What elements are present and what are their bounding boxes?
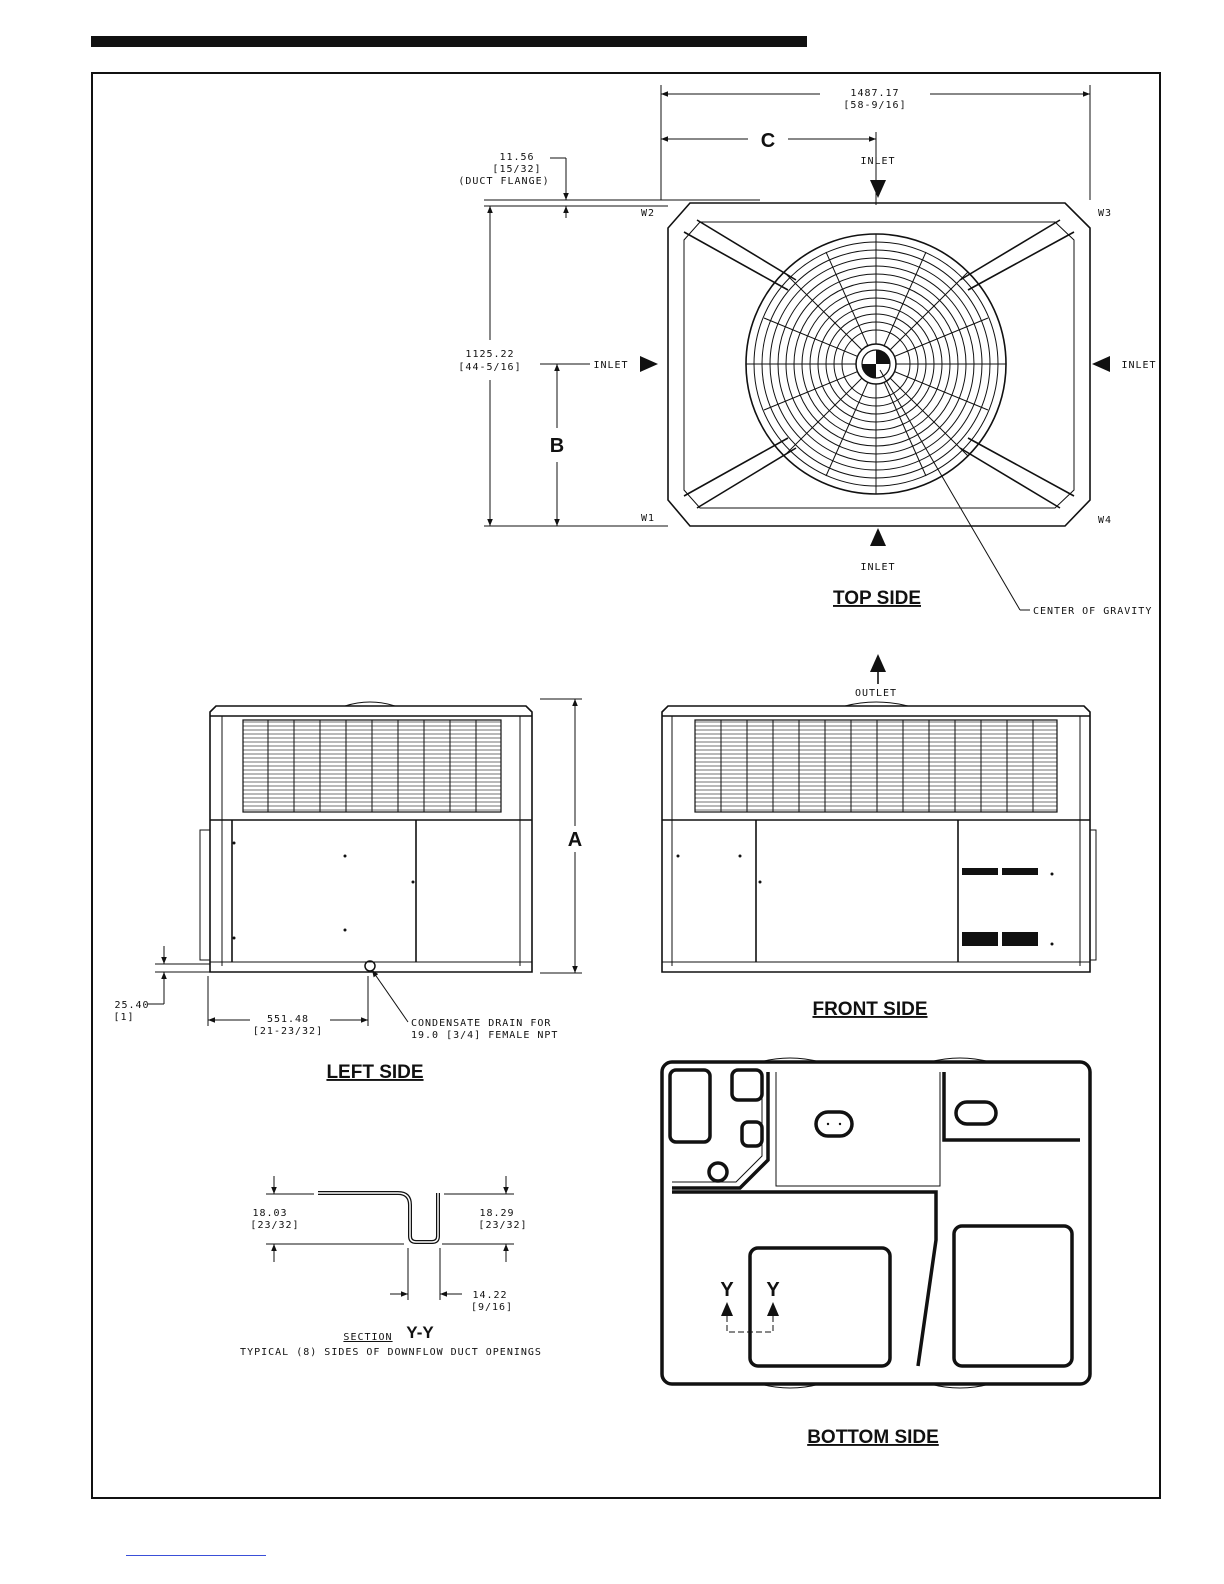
corner-w3: W3 — [1098, 208, 1113, 219]
condensate-label-2: 19.0 [3/4] FEMALE NPT — [411, 1030, 559, 1041]
flange-left-dim-in: [23/32] — [250, 1220, 300, 1231]
inlet-left-arrow — [640, 356, 658, 372]
bottom-unit-outline — [662, 1062, 1090, 1384]
inlet-right-label: INLET — [1121, 360, 1157, 371]
section-marker-right: Y — [766, 1279, 780, 1301]
duct-flange-label: (DUCT FLANGE) — [458, 176, 550, 187]
flange-right-dim: 18.29 — [479, 1208, 515, 1219]
flange-left-dim: 18.03 — [252, 1208, 288, 1219]
overall-width-dim-in: [58-9/16] — [843, 100, 907, 111]
bottom-side-title: BOTTOM SIDE — [807, 1427, 939, 1448]
dim-b-letter: B — [549, 435, 565, 457]
left-side-view — [113, 699, 582, 1083]
footer-link-underline — [126, 1555, 266, 1556]
inlet-top-label: INLET — [860, 156, 896, 167]
corner-w4: W4 — [1098, 515, 1113, 526]
bottom-side-view — [662, 1058, 1090, 1448]
duct-flange-dim: 11.56 — [499, 152, 535, 163]
flange-right-dim-in: [23/32] — [478, 1220, 528, 1231]
center-of-gravity-label: CENTER OF GRAVITY — [1033, 606, 1153, 617]
inlet-left-label: INLET — [593, 360, 629, 371]
front-side-title: FRONT SIDE — [812, 999, 928, 1020]
inlet-right-arrow — [1092, 356, 1110, 372]
outlet-label: OUTLET — [854, 688, 898, 699]
section-note: TYPICAL (8) SIDES OF DOWNFLOW DUCT OPENINGS — [240, 1347, 542, 1358]
overall-width-dim: 1487.17 — [850, 88, 900, 99]
section-word: SECTION — [343, 1332, 393, 1343]
left-side-title: LEFT SIDE — [326, 1062, 424, 1083]
flange-profile — [318, 1193, 438, 1242]
section-marker-left: Y — [720, 1279, 734, 1301]
supply-duct-opening — [954, 1226, 1072, 1366]
header-bar — [91, 36, 807, 47]
corner-w2: W2 — [641, 208, 656, 219]
flange-width-dim-in: [9/16] — [470, 1302, 514, 1313]
depth-dim: 1125.22 — [465, 349, 515, 360]
duct-flange-dim-in: [15/32] — [492, 164, 542, 175]
base-rail-dim: 25.40 — [114, 1000, 150, 1011]
top-side-title: TOP SIDE — [833, 588, 921, 609]
condensate-label-1: CONDENSATE DRAIN FOR — [411, 1018, 552, 1029]
dim-a-letter: A — [567, 829, 583, 851]
front-louver-panel — [695, 720, 1057, 812]
inlet-bottom-arrow — [870, 528, 886, 546]
flange-width-dim: 14.22 — [472, 1290, 508, 1301]
section-id: Y-Y — [406, 1323, 434, 1342]
inlet-top-arrow — [870, 180, 886, 198]
outlet-arrow — [870, 654, 886, 672]
front-side-view — [662, 654, 1096, 1020]
depth-dim-in: [44-5/16] — [458, 362, 522, 373]
drain-offset-dim: 551.48 — [266, 1014, 310, 1025]
inlet-bottom-label: INLET — [860, 562, 896, 573]
drain-offset-dim-in: [21-23/32] — [252, 1026, 324, 1037]
top-side-view — [458, 85, 1156, 617]
section-y-y — [240, 1176, 542, 1358]
corner-w1: W1 — [641, 513, 656, 524]
center-of-gravity-symbol — [862, 350, 890, 378]
base-rail-dim-in: [1] — [113, 1012, 135, 1023]
dim-c-letter: C — [760, 130, 776, 152]
